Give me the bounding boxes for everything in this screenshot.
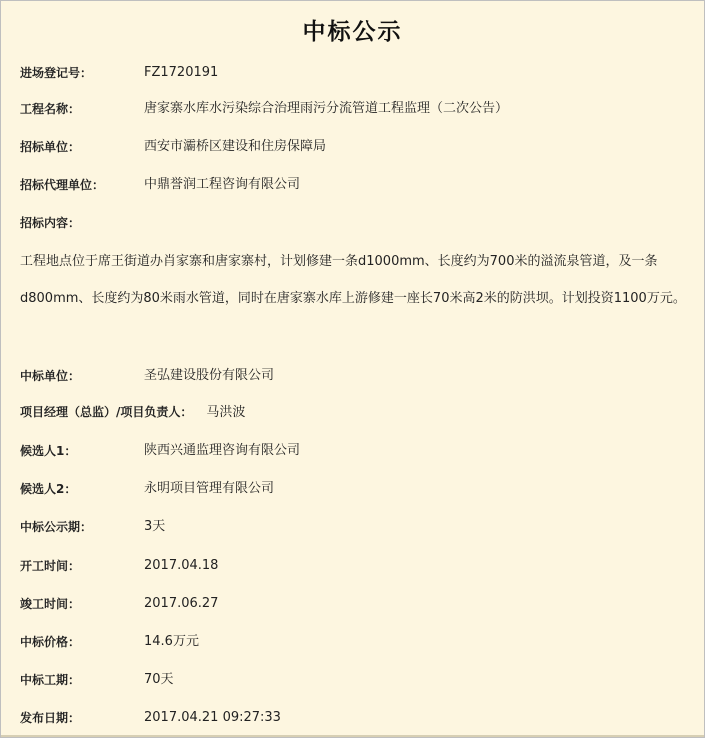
winner-label: 中标单位： xyxy=(20,369,81,383)
start-date-value: 2017.04.18 xyxy=(144,558,219,573)
publicity-period-value: 3天 xyxy=(144,519,166,534)
bottom-divider xyxy=(1,735,704,737)
candidate1-value: 陕西兴通监理咨询有限公司 xyxy=(144,443,301,458)
duration-label: 中标工期： xyxy=(20,673,81,687)
candidate2-value: 永明项目管理有限公司 xyxy=(144,481,275,496)
start-date-label: 开工时间： xyxy=(20,559,81,573)
publicity-period-label: 中标公示期： xyxy=(20,520,93,534)
project-name-label: 工程名称： xyxy=(20,102,81,116)
price-value: 14.6万元 xyxy=(144,634,199,649)
tender-content-text: 工程地点位于席王街道办肖家寨和唐家寨村，计划修建一条d1000mm、长度约为700米的溢流泉管道，及一条d800mm、长度约为80米雨水管道，同时在唐家寨水库上游修建一座长70米高2米的防洪坝。计划投资1100万元。 xyxy=(20,254,686,306)
manager-label: 项目经理（总监）/项目负责人： xyxy=(20,405,193,419)
winner-value: 圣弘建设股份有限公司 xyxy=(144,368,275,383)
winner-row xyxy=(20,365,275,387)
manager-row xyxy=(20,401,245,423)
entry-no-label: 进场登记号： xyxy=(20,66,93,80)
entry-no-row xyxy=(20,62,219,84)
tender-unit-row xyxy=(20,136,327,158)
price-row xyxy=(20,631,199,653)
entry-no-value: FZ1720191 xyxy=(144,65,219,80)
end-date-row xyxy=(20,593,219,615)
end-date-label: 竣工时间： xyxy=(20,597,81,611)
publish-date-value: 2017.04.21 09:27:33 xyxy=(144,710,281,725)
publish-date-row xyxy=(20,707,281,729)
agent-unit-label: 招标代理单位： xyxy=(20,178,105,192)
project-name-row xyxy=(20,98,509,120)
candidate2-row xyxy=(20,478,275,500)
agent-unit-row xyxy=(20,174,301,196)
tender-content-row xyxy=(20,212,80,234)
tender-unit-label: 招标单位： xyxy=(20,140,81,154)
candidate1-label: 候选人1： xyxy=(20,444,77,458)
duration-value: 70天 xyxy=(144,672,174,687)
agent-unit-value: 中鼎誉润工程咨询有限公司 xyxy=(144,177,301,192)
tender-unit-value: 西安市灞桥区建设和住房保障局 xyxy=(144,139,327,154)
start-date-row xyxy=(20,555,219,577)
duration-row xyxy=(20,669,174,691)
page-title: 中标公示 xyxy=(302,18,403,45)
publish-date-label: 发布日期： xyxy=(20,711,81,725)
tender-content-label: 招标内容： xyxy=(20,216,81,230)
candidate1-row xyxy=(20,440,301,462)
candidate2-label: 候选人2： xyxy=(20,482,77,496)
publicity-period-row xyxy=(20,516,166,538)
end-date-value: 2017.06.27 xyxy=(144,596,219,611)
project-name-value: 唐家寨水库水污染综合治理雨污分流管道工程监理（二次公告） xyxy=(144,101,509,116)
price-label: 中标价格： xyxy=(20,635,81,649)
manager-value: 马洪波 xyxy=(206,405,246,420)
